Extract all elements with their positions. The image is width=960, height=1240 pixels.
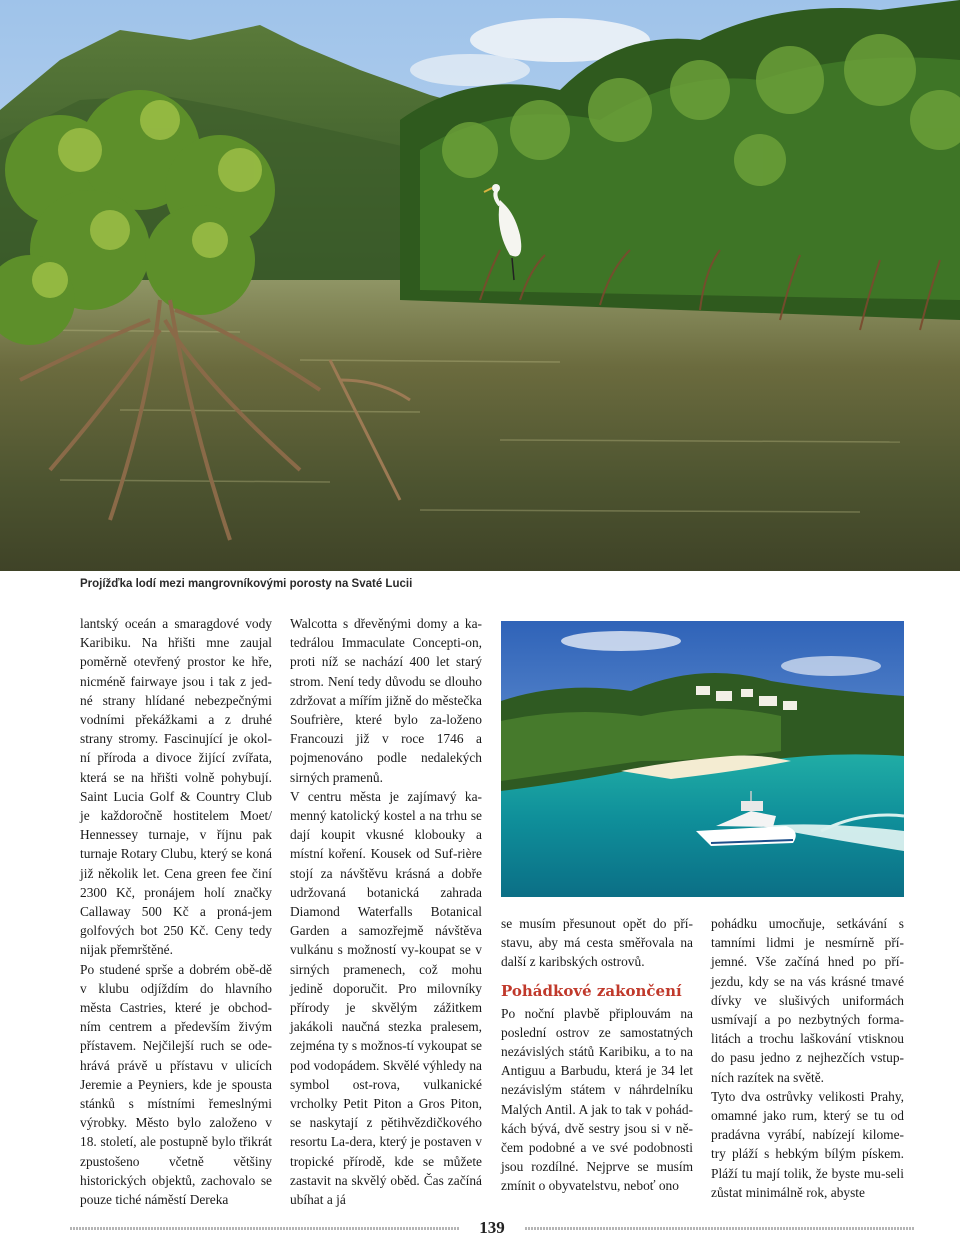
text-column-3	[501, 914, 693, 1196]
paragraph: lantský oceán a smaragdové vody Karibiku. Na hřišti mne zaujal poměrně otevřený prostor ke hře, nicméně fairwaye jsou i tak z jed-né strany hlídané nebezpečnými vodními překážkami a z druhé strany stromy. Fascinující je okol-ní příroda a divoce žijící zvířata, která se na hřišti volně pohybují. Saint Lucia Golf & Country Club je každoročně hostitelem Moet/ Hennessey turnaje, v říjnu pak turnaje Rotary Clubu, který se koná již několik let. Cena green fee činí 2300 Kč, pronájem holí značky Callaway 500 Kč a proná-jem golfových bot 250 Kč. Ceny tedy nijak přemrštěné.	[80, 616, 272, 958]
boat-photo	[501, 621, 904, 897]
paragraph: V centru města je zajímavý ka-menný katolický kostel a na trhu se dají koupit vkusné klobouky a místní koření. Kousek od Suf-rière stojí za návštěvu krásná a dobře udržovaná botanická zahrada Diamond Waterfalls Botanical Garden a samozřejmě návštěva vulkánu s možností vy-koupat se v sirných pramenech, což mohu jedině doporučit. Pro milovníky přírody je skvělým zážitkem jakákoli naučná stezka pralesem, zejména ty s možnos-tí vykoupat se pod vodopádem. Skvělé výhledy na symbol ost-rova, vulkanické vrcholky Petit Piton a Gros Piton, se naskytají z pětihvězdičkového resortu La-dera, který je postaven v tropické přírodě, kde se můžete zastavit na skvělý oběd. Čas začíná ubíhat a já	[290, 788, 482, 1208]
hero-photo	[0, 0, 960, 571]
paragraph: Walcotta s dřevěnými domy a ka-tedrálou Immaculate Concepti-on, proti níž se nachází 400 let starý strom. Není tedy důvodu se dlouho zdržovat a mířím jižně do městečka Soufrière, které bylo za-loženo Francouzi již v roce 1746 a pojmenováno podle nedalekých sirných pramenů.	[290, 616, 482, 785]
section-heading: Pohádkové zakončení	[501, 981, 682, 1000]
paragraph: pohádku umocňuje, setkávání s tamními lidmi je nesmírně pří-jemné. Vše začíná hned po pří-jezdu, kdy se na vás krásné tmavé dívky ve slušivých uniformách usmívají a po nezbytných forma-litách a trochu laškování vtisknou do pasu jedno z nejhezčích vstup-ních razítek na světě.	[711, 916, 904, 1085]
photo-caption: Projížďka lodí mezi mangrovníkovými porosty na Svaté Lucii	[80, 578, 413, 590]
paragraph: Po noční plavbě připlouvám na poslední ostrov ze samostatných nezávislých států Karibiku, a to na Antiguu a Barbudu, která je 34 let nezávislým státem v náhrdelníku Malých Antil. A jak to tak v pohád-kách bývá, dvě sestry jsou si v ně-čem podobné a ve své podobnosti jsou rozdílné. Nejprve se musím zmínit o obyvatelstvu, neboť ono	[501, 1005, 693, 1194]
footer-rule-left	[70, 1227, 460, 1230]
page-number: 139	[479, 1218, 505, 1237]
paragraph: se musím přesunout opět do pří-stavu, aby má cesta směřovala na další z karibských ostrovů.	[501, 916, 693, 970]
paragraph: Po studené sprše a dobrém obě-dě v klubu odjíždím do hlavního města Castries, které je obchod-ním centrem a především živým přístavem. Nejčilejší ruch se ode-hrává právě u přístavu v ulicích Jeremie a Peyniers, kde je spousta stánků s místními řemeslnými výrobky. Město bylo založeno v 18. století, ale postupně bylo třikrát zpustošeno včetně většiny historických objektů, zachovalo se pouze tiché náměstí Dereka	[80, 961, 272, 1208]
paragraph: Tyto dva ostrůvky velikosti Prahy, omamné jako rum, který se tu od pradávna vyrábí, nabízejí kilome-try pláží s hebkým bílým pískem. Pláží tu mají tolik, že byste mu-seli zůstat minimálně rok, abyste	[711, 1088, 904, 1200]
footer-rule-right	[525, 1227, 915, 1230]
text-column-2	[290, 614, 482, 1209]
text-column-1	[80, 614, 272, 1209]
text-column-4	[711, 914, 904, 1202]
